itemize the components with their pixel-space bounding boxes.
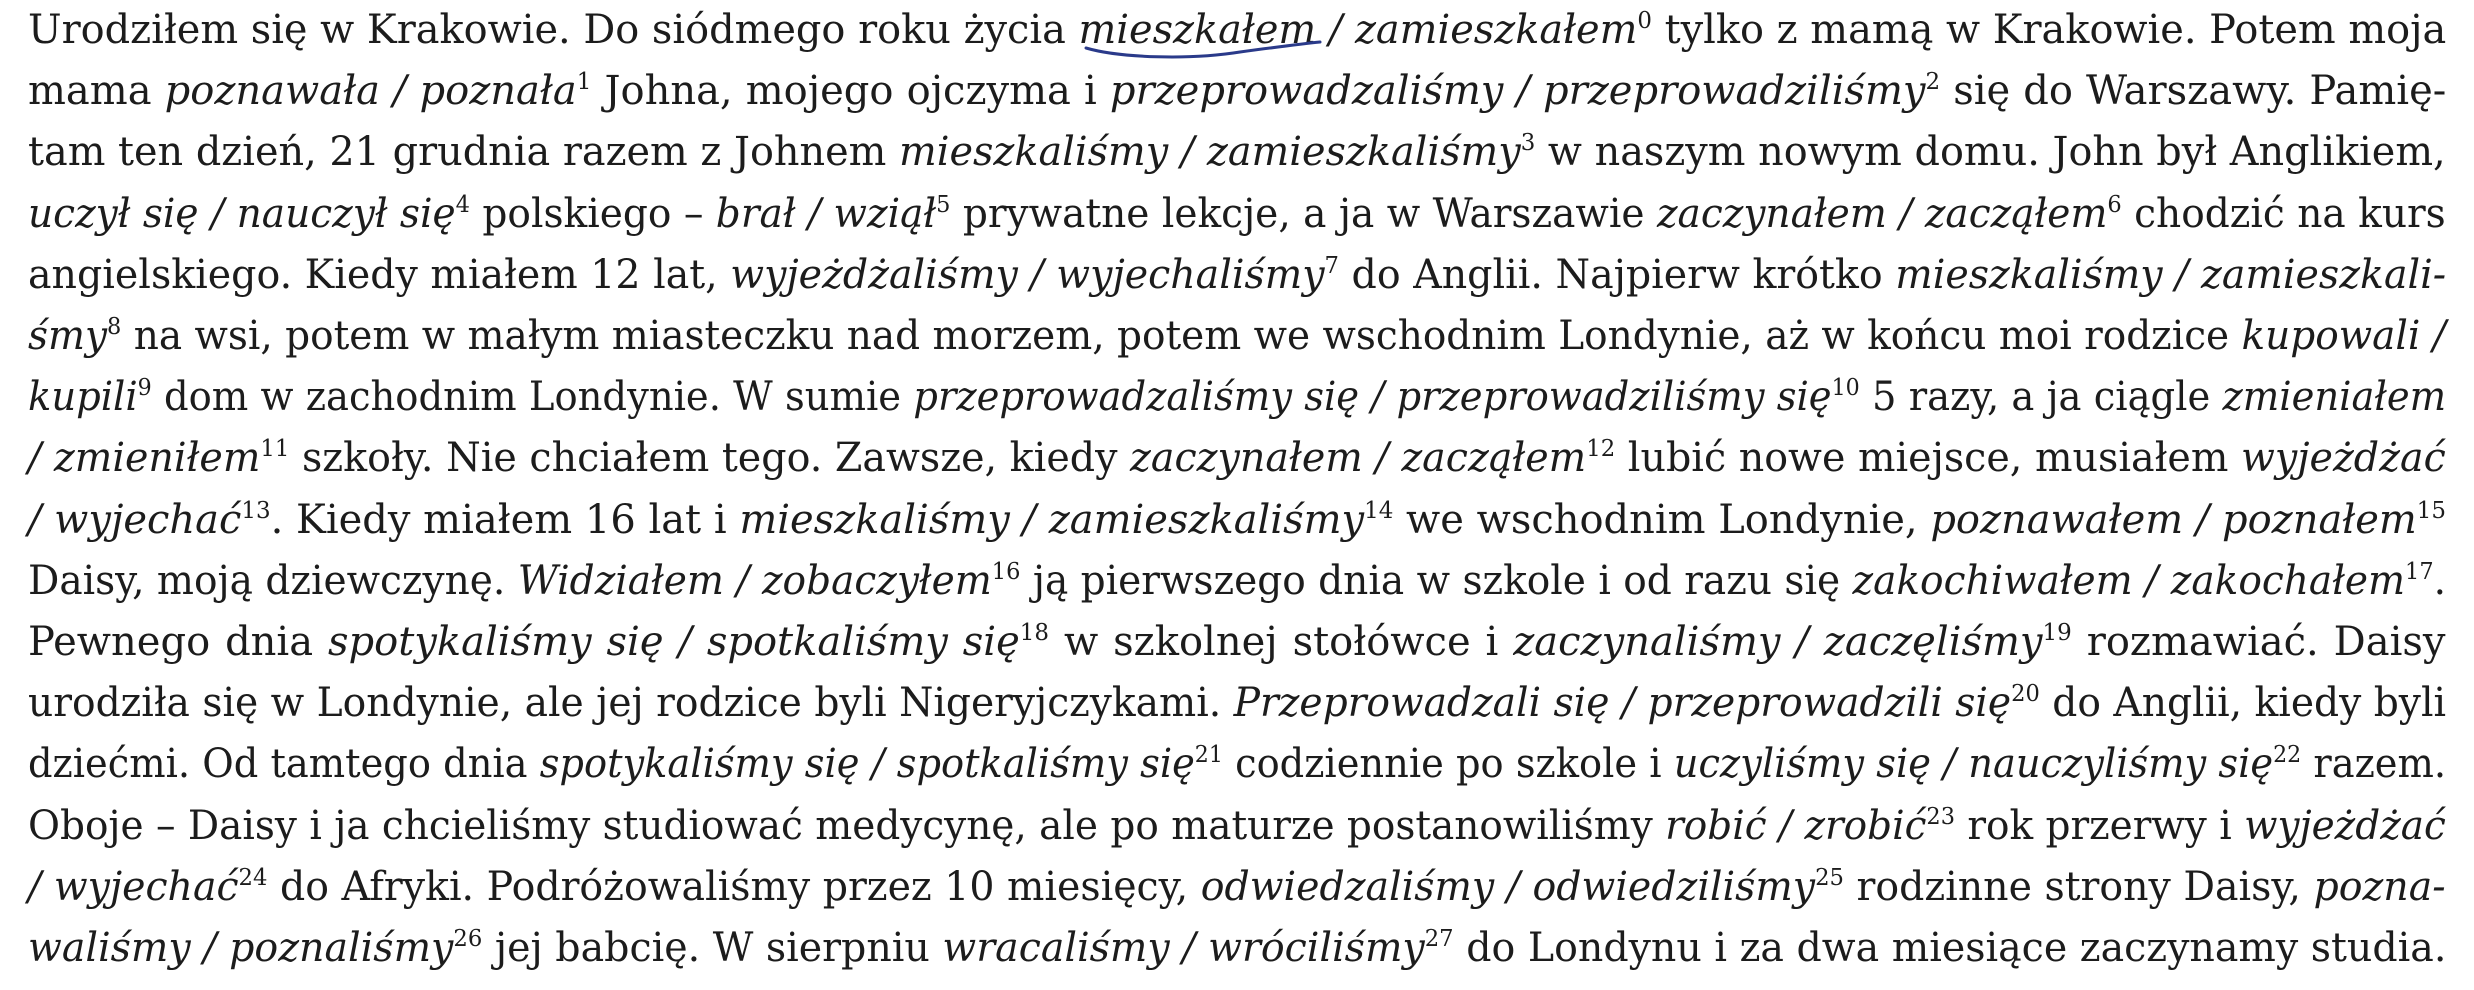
- text-line: [28, 734, 2446, 794]
- gap-number: 9: [137, 375, 152, 402]
- plain-text: rodzinne strony Daisy,: [1843, 863, 2314, 910]
- gap-number: 22: [2273, 742, 2302, 769]
- plain-text: tam ten dzień, 21 grudnia razem z Johnem: [28, 129, 900, 176]
- verb-options: robić / zrobić: [1665, 802, 1927, 849]
- plain-text: codziennie po szkole i: [1222, 741, 1674, 788]
- verb-options: przeprowadzaliśmy / przeprowadziliśmy: [1109, 68, 1926, 115]
- gap-number: 7: [1324, 252, 1340, 279]
- text-line: [28, 122, 2446, 182]
- gap-number: 13: [241, 497, 271, 524]
- plain-text: chodzić na kurs: [2121, 190, 2446, 237]
- verb-options: Widziałem / zobaczyłem: [517, 557, 992, 604]
- verb-options: poznawałem / poznałem: [1930, 496, 2417, 543]
- plain-text: we wschodnim Londynie,: [1393, 496, 1931, 543]
- plain-text: w naszym nowym domu. John był Anglikiem,: [1535, 129, 2446, 176]
- gap-number: 8: [107, 314, 122, 340]
- text-line: [28, 306, 2446, 366]
- gap-number: 0: [1637, 8, 1652, 34]
- gap-number: 5: [936, 191, 951, 218]
- plain-text: szkoły. Nie chciałem tego. Zawsze, kiedy: [289, 435, 1131, 482]
- verb-options: wyjeżdżać: [2240, 435, 2446, 482]
- gap-number: 15: [2416, 497, 2447, 524]
- plain-text: ją pierwszego dnia w szkole i od razu się: [1020, 557, 1853, 604]
- verb-options: śmy: [28, 313, 108, 359]
- verb-options: brał / wziął: [715, 190, 937, 237]
- gap-number: 19: [2042, 620, 2072, 646]
- verb-options: mieszkaliśmy / zamieszkaliśmy: [899, 129, 1521, 176]
- verb-options: zaczynałem / zacząłem: [1130, 435, 1587, 482]
- text-line: [28, 612, 2446, 672]
- text-line: [28, 918, 2446, 978]
- gap-number: 20: [2011, 681, 2040, 708]
- gap-number: 17: [2405, 558, 2434, 585]
- verb-options: / zamieszkałem: [1316, 7, 1638, 53]
- text-line: [28, 673, 2446, 733]
- verb-options: spotykaliśmy się / spotkaliśmy się: [328, 619, 1020, 665]
- gap-number: 14: [1364, 497, 1394, 524]
- text-line: [28, 490, 2446, 550]
- plain-text: polskiego –: [469, 190, 716, 237]
- plain-text: angielskiego. Kiedy miałem 12 lat,: [28, 251, 731, 298]
- gap-number: 10: [1831, 375, 1860, 402]
- plain-text: 5 razy, a ja ciągle: [1859, 374, 2223, 421]
- plain-text: urodziła się w Londynie, ale jej rodzice byli Nigeryjczykami.: [28, 680, 1234, 727]
- plain-text: prywatne lekcje, a ja w Warszawie: [950, 190, 1657, 237]
- plain-text: do Afryki. Podróżowaliśmy przez 10 miesięcy,: [267, 863, 1201, 910]
- plain-text: do Londynu i za dwa miesiące zaczynamy studia.: [1453, 925, 2447, 971]
- text-line: [28, 428, 2446, 488]
- verb-options: zakochiwałem / zakochałem: [1852, 557, 2406, 604]
- gap-number: 2: [1925, 69, 1941, 96]
- gap-number: 21: [1194, 742, 1223, 769]
- text-line: [28, 857, 2446, 917]
- plain-text: Pewnego dnia: [28, 619, 328, 665]
- plain-text: Urodziłem się w Krakowie. Do siódmego roku życia: [28, 7, 1079, 53]
- text-line: [28, 796, 2446, 856]
- text-line: [28, 367, 2446, 427]
- gap-number: 25: [1815, 864, 1844, 891]
- plain-text: razem.: [2301, 741, 2447, 788]
- plain-text: tylko z mamą w Krakowie. Potem moja: [1651, 7, 2447, 53]
- verb-options: Przeprowadzali się / przeprowadzili się: [1233, 680, 2012, 727]
- plain-text: mama: [28, 68, 165, 115]
- verb-options: uczył się / nauczył się: [28, 190, 456, 237]
- verb-options: zaczynałem / zacząłem: [1656, 190, 2108, 237]
- verb-options: kupili: [28, 374, 138, 421]
- plain-text: do Anglii, kiedy byli: [2039, 680, 2447, 727]
- verb-options: mieszkaliśmy / zamieszkali-: [1895, 251, 2447, 298]
- verb-options: uczyliśmy się / nauczyliśmy się: [1673, 741, 2274, 788]
- plain-text: . Kiedy miałem 16 lat i: [270, 496, 740, 543]
- gap-number: 11: [260, 436, 290, 463]
- gap-number: 26: [453, 926, 483, 952]
- verb-options: spotykaliśmy się / spotkaliśmy się: [539, 741, 1195, 788]
- plain-text: jej babcię. W sierpniu: [482, 925, 943, 971]
- verb-options: wyjeżdżaliśmy / wyjechaliśmy: [730, 251, 1325, 298]
- gap-number: 4: [455, 191, 470, 218]
- gap-number: 1: [576, 69, 592, 96]
- plain-text: do Anglii. Najpierw krótko: [1339, 251, 1896, 298]
- verb-options: mieszkaliśmy / zamieszkaliśmy: [739, 496, 1365, 543]
- plain-text: na wsi, potem w małym miasteczku nad morzem, potem we wschodnim Londynie, aż w końcu moi rodzice: [121, 313, 2242, 359]
- gap-number: 27: [1424, 926, 1454, 952]
- verb-options: przeprowadzaliśmy się / przeprowadziliśmy się: [913, 374, 1832, 421]
- verb-options: / wyjechać: [28, 496, 242, 543]
- plain-text: lubić nowe miejsce, musiałem: [1615, 435, 2241, 482]
- verb-options: wracaliśmy / wróciliśmy: [942, 925, 1425, 971]
- plain-text: .: [2433, 557, 2447, 604]
- verb-options: / zmieniłem: [28, 435, 261, 482]
- text-line: [28, 61, 2446, 121]
- plain-text: Daisy, moją dziewczynę.: [28, 557, 518, 604]
- plain-text: rok przerwy i: [1954, 802, 2245, 849]
- verb-options: / wyjechać: [28, 863, 239, 910]
- gap-number: 12: [1586, 436, 1616, 463]
- option-0a: mieszkałem: [1078, 7, 1317, 53]
- verb-options: waliśmy / poznaliśmy: [28, 925, 454, 971]
- verb-options: poznawała / poznała: [164, 68, 577, 115]
- gap-number: 18: [1019, 620, 1050, 646]
- plain-text: w szkolnej stołówce i: [1049, 619, 1514, 665]
- plain-text: się do Warszawy. Pamię-: [1940, 68, 2447, 115]
- gap-number: 24: [238, 864, 268, 891]
- verb-options: wyjeżdżać: [2244, 802, 2446, 849]
- verb-options: pozna-: [2313, 863, 2446, 910]
- gap-number: 6: [2107, 191, 2122, 218]
- text-line: [28, 551, 2446, 611]
- verb-options: odwiedzaliśmy / odwiedziliśmy: [1200, 863, 1816, 910]
- text-line: [28, 184, 2446, 244]
- gap-number: 23: [1926, 803, 1955, 830]
- plain-text: rozmawiać. Daisy: [2071, 619, 2446, 665]
- plain-text: dom w zachodnim Londynie. W sumie: [151, 374, 914, 421]
- verb-options: kupowali /: [2241, 313, 2446, 359]
- plain-text: Johna, mojego ojczyma i: [591, 68, 1110, 115]
- gap-number: 16: [991, 558, 1021, 585]
- plain-text: dziećmi. Od tamtego dnia: [28, 741, 540, 788]
- text-line: [28, 245, 2446, 305]
- gap-number: 3: [1520, 130, 1536, 157]
- verb-options: zmieniałem: [2222, 374, 2447, 421]
- text-line: [28, 0, 2446, 60]
- verb-options: zaczynaliśmy / zaczęliśmy: [1513, 619, 2043, 665]
- plain-text: Oboje – Daisy i ja chcieliśmy studiować medycynę, ale po maturze postanowiliśmy: [28, 802, 1666, 849]
